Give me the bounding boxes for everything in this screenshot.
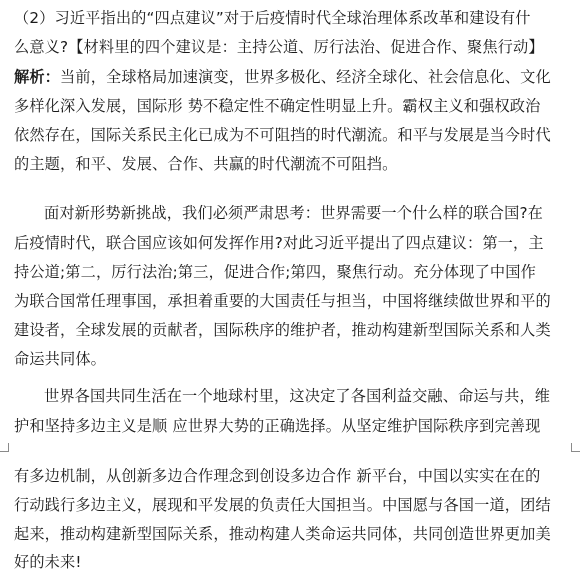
paragraph-line: 护和坚持多边主义是顺 应世界大势的正确选择。从坚定维护国际秩序到完善现 bbox=[14, 417, 541, 435]
analysis-label: 解析： bbox=[14, 68, 61, 86]
paragraph-line: 行动践行多边主义，展现和平发展的负责任大国担当。中国愿与各国一道，团结 bbox=[14, 496, 551, 514]
analysis-first-line bbox=[14, 65, 551, 89]
analysis-text: 当前，全球格局加速演变，世界多极化、经济全球化、社会信息化、文化 bbox=[60, 68, 551, 86]
paragraph-line: 为联合国常任理事国，承担着重要的大国责任与担当，中国将继续做世界和平的 bbox=[14, 292, 551, 310]
page-break-corner-mark bbox=[571, 443, 580, 452]
paragraph-line: 面对新形势新挑战，我们必须严肃思考：世界需要一个什么样的联合国?在 bbox=[44, 204, 544, 222]
question-line: 么意义?【材料里的四个建议是：主持公道、厉行法治、促进合作、聚焦行动】 bbox=[14, 38, 544, 56]
paragraph-line: 命运共同体。 bbox=[14, 350, 107, 368]
question-line: （2）习近平指出的“四点建议”对于后疫情时代全球治理体系改革和建设有什 bbox=[14, 9, 531, 27]
paragraph-line: 的主题，和平、发展、合作、共赢的时代潮流不可阻挡。 bbox=[14, 155, 398, 173]
paragraph-line: 持公道;第二，厉行法治;第三，促进合作;第四，聚焦行动。充分体现了中国作 bbox=[14, 263, 536, 281]
paragraph-line: 依然存在，国际关系民主化已成为不可阻挡的时代潮流。和平与发展是当今时代 bbox=[14, 126, 551, 144]
paragraph-line: 多样化深入发展，国际形 势不稳定性不确定性明显上升。霸权主义和强权政治 bbox=[14, 97, 541, 115]
paragraph-line: 建设者，全球发展的贡献者，国际秩序的维护者，推动构建新型国际关系和人类 bbox=[14, 321, 551, 339]
paragraph-line: 好的未来! bbox=[14, 553, 82, 571]
paragraph-line: 起来，推动构建新型国际关系，推动构建人类命运共同体，共同创造世界更加美 bbox=[14, 525, 551, 543]
paragraph-line: 后疫情时代，联合国应该如何发挥作用?对此习近平提出了四点建议：第一，主 bbox=[14, 234, 544, 252]
paragraph-line: 有多边机制，从创新多边合作理念到创设多边合作 新平台，中国以实实在在的 bbox=[14, 467, 541, 485]
paragraph-line: 世界各国共同生活在一个地球村里，这决定了各国利益交融、命运与共，维 bbox=[44, 387, 551, 405]
page-break-corner-mark bbox=[0, 443, 9, 452]
